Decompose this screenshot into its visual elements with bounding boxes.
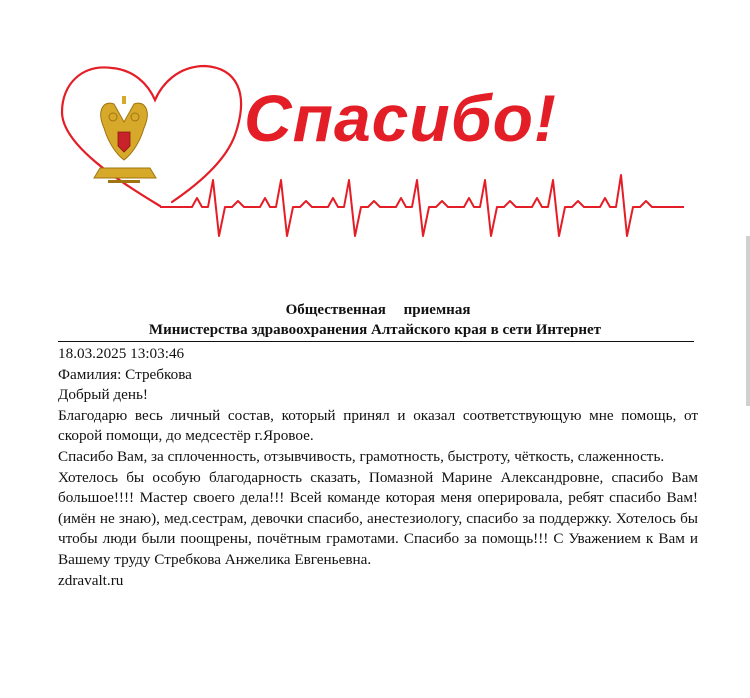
- heartbeat-line-icon: [160, 175, 684, 236]
- letter-paragraph: Спасибо Вам, за сплоченность, отзывчивость, грамотность, быстроту, чёткость, слаженность.: [58, 447, 665, 465]
- header-subtitle: Министерства здравоохранения Алтайского края в сети Интернет: [148, 322, 602, 338]
- letter-surname: Фамилия: Стребкова: [58, 365, 192, 383]
- header-title: Общественная приемная: [285, 302, 471, 318]
- letter-paragraph: Благодарю весь личный состав, который принял и оказал соответствующую мне помощь, от скорой помощи, до медсестёр г.Яровое.: [58, 406, 698, 445]
- page-edge: [746, 236, 750, 406]
- header-divider: [58, 341, 694, 342]
- letter-body: [58, 344, 698, 591]
- banner-title: Спасибо!: [244, 81, 557, 155]
- letter-source: zdravalt.ru: [58, 571, 124, 589]
- letter-greeting: Добрый день!: [58, 386, 148, 404]
- thank-you-banner: [0, 0, 750, 240]
- ministry-emblem-icon: [94, 96, 156, 183]
- letter-datetime: 18.03.2025 13:03:46: [58, 345, 185, 362]
- letter-document: [58, 300, 698, 591]
- letter-paragraph: Хотелось бы особую благодарность сказать, Помазной Марине Александровне, спасибо Вам большое!!!! Мастер своего дела!!! Всей команде которая меня оперировала, ребят спасибо Вам!(имён не знаю), мед.сестрам, девочки спасибо, анестезиологу, спасибо за поддержку. Хотелось бы чтобы люди были поощрены, почётным грамотами. Спасибо за помощь!!! С Уважением к Вам и Вашему труду Стребкова Анжелика Евгеньевна.: [58, 468, 698, 568]
